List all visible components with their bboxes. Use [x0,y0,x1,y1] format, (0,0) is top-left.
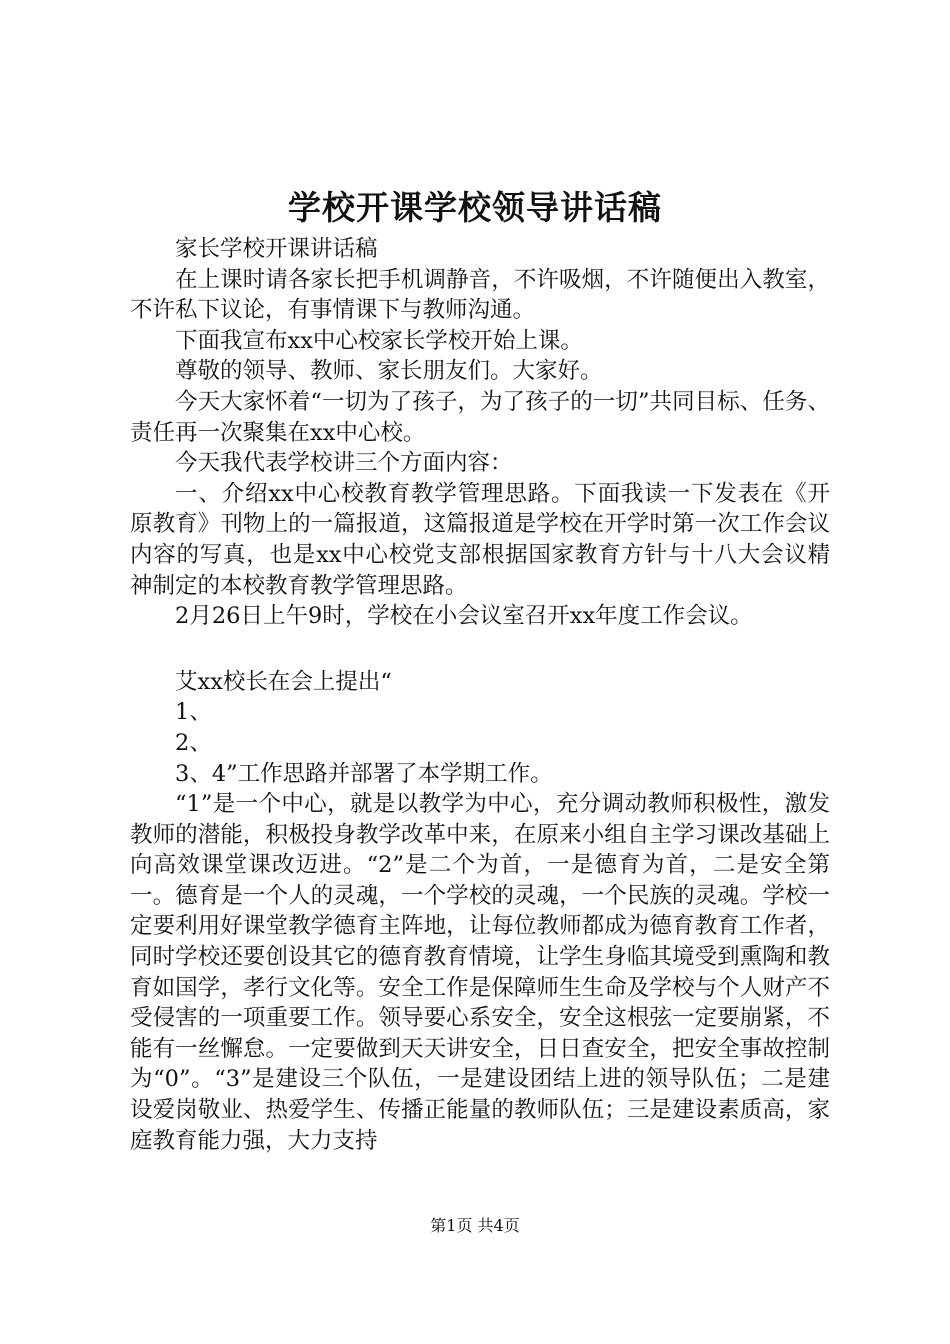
paragraph: 1、 [175,699,212,726]
paragraph: 家长学校开课讲话稿 [175,236,378,262]
paragraph: 3、4”工作思路并部署了本学期工作。 [175,760,553,787]
paragraph: “1”是一个中心，就是以教学为中心，充分调动教师积极性，激发教师的潜能，积极投身教学改革中来，在原来小组自主学习课改基础上向高效课堂课改迈进。“2”是二个为首，一是德育为首，二是安全第一。德育是一个人的灵魂，一个学校的灵魂，一个民族的灵魂。学校一定要利用好课堂教学德育主阵地，让每位教师都成为德育教育工作者，同时学校还要创设其它的德育教育情境，让学生身临其境受到熏陶和教育如国学，孝行文化等。安全工作是保障师生生命及学校与个人财产不受侵害的一项重要工作。领导要心系安全，安全这根弦一定要崩紧，不能有一丝懈怠。一定要做到天天讲安全，日日查安全，把安全事故控制为“0”。“3”是建设三个队伍，一是建设团结上进的领导队伍；二是建设爱岗敬业、热爱学生、传播正能量的教师队伍；三是建设素质高，家庭教育能力强，大力支持 [130,791,830,1154]
page-footer: 第1页 共4页 [430,1216,520,1235]
document-title: 学校开课学校领导讲话稿 [288,188,662,227]
paragraph: 下面我宣布xx中心校家长学校开始上课。 [175,327,583,354]
paragraph: 尊敬的领导、教师、家长朋友们。大家好。 [175,358,603,385]
paragraph: 一、介绍xx中心校教育教学管理思路。下面我读一下发表在《开原教育》刊物上的一篇报道，这篇报道是学校在开学时第一次工作会议内容的写真，也是xx中心校党支部根据国家教育方针与十八大会议精神制定的本校教育教学管理思路。 [130,480,830,599]
document-body [130,234,830,1156]
paragraph: 2月26日上午9时，学校在小会议室召开xx年度工作会议。 [175,603,753,630]
paragraph: 今天大家怀着“一切为了孩子，为了孩子的一切”共同目标、任务、责任再一次聚集在xx中心校。 [130,388,830,446]
paragraph: 2、 [175,729,212,756]
paragraph: 今天我代表学校讲三个方面内容： [175,450,513,477]
paragraph: 艾xx校长在会上提出“ [175,668,392,695]
paragraph-gap [130,632,830,667]
paragraph: 在上课时请各家长把手机调静音，不许吸烟，不许随便出入教室，不许私下议论，有事情课下与教师沟通。 [130,266,830,324]
